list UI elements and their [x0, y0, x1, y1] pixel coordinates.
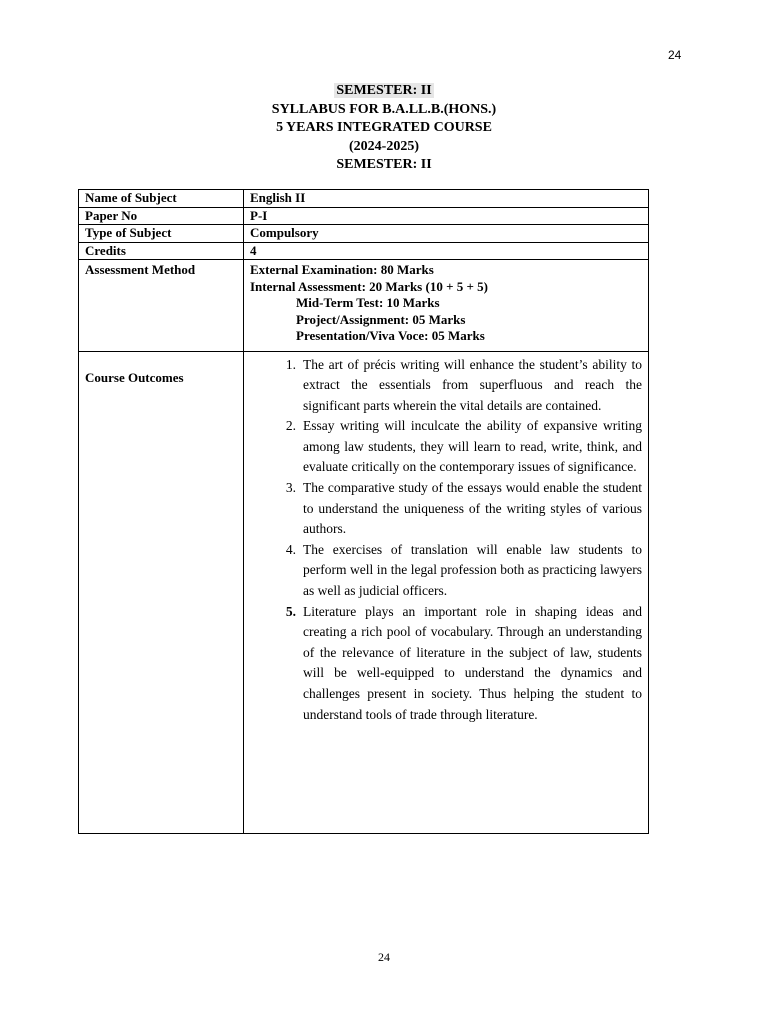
item-number: 3.: [285, 480, 296, 496]
assessment-label: Assessment Method: [79, 260, 244, 352]
row-value: P-I: [244, 207, 649, 225]
project-assignment: Project/Assignment: 05 Marks: [296, 311, 466, 327]
outcomes-list: [250, 355, 642, 726]
syllabus-table: [78, 189, 649, 834]
item-number: 5.: [285, 603, 296, 619]
list-item: [250, 540, 642, 602]
internal-assessment: Internal Assessment: 20 Marks (10 + 5 + 5): [250, 278, 488, 294]
midterm-test: Mid-Term Test: 10 Marks: [296, 295, 440, 310]
table-row: [79, 242, 649, 260]
assessment-row: [79, 260, 649, 352]
item-number: 4.: [285, 541, 296, 557]
item-number: 1.: [285, 356, 296, 372]
row-label: Credits: [79, 242, 244, 260]
external-exam: External Examination: 80 Marks: [250, 262, 434, 277]
list-item: [250, 478, 642, 540]
presentation-viva: Presentation/Viva Voce: 05 Marks: [296, 328, 485, 343]
item-text: Literature plays an important role in shaping ideas and creating a rich pool of vocabulary. Through an understanding of the relevance of literature in the subject of law, students will be well-equipped to understand the dynamics and challenges present in society. Thus helping the student to understand tools of trade through literature.: [303, 603, 642, 722]
item-text: The exercises of translation will enable law students to perform well in the legal profession both as practicing lawyers as well as judicial officers.: [303, 541, 642, 599]
row-value: English II: [244, 190, 649, 208]
outcomes-cell: [244, 351, 649, 833]
page-number-top: 24: [668, 48, 682, 62]
table-row: [79, 207, 649, 225]
item-number: 2.: [285, 418, 296, 434]
list-item: [250, 355, 642, 417]
syllabus-header: [0, 82, 768, 175]
row-label: Paper No: [79, 207, 244, 225]
academic-year: (2024-2025): [349, 138, 419, 154]
semester-heading-highlighted: SEMESTER: II: [336, 83, 432, 98]
table-row: [79, 225, 649, 243]
item-text: The art of précis writing will enhance the student’s ability to extract the essentials from superfluous and reach the significant parts wherein the vital details are contained.: [303, 356, 642, 413]
item-text: The comparative study of the essays would enable the student to understand the uniqueness of the writing styles of various authors.: [303, 480, 642, 537]
outcomes-row: [79, 351, 649, 833]
item-text: Essay writing will inculcate the ability of expansive writing among law students, they will learn to read, write, think, and evaluate critically on the contemporary issues of significance.: [303, 418, 642, 475]
row-label: Type of Subject: [79, 225, 244, 243]
list-item: [250, 602, 642, 726]
syllabus-title: SYLLABUS FOR B.A.LL.B.(HONS.): [271, 101, 497, 117]
course-title: 5 YEARS INTEGRATED COURSE: [276, 120, 492, 135]
list-item: [250, 416, 642, 478]
semester-heading: SEMESTER: II: [336, 157, 432, 172]
assessment-details: [244, 260, 649, 352]
row-value: 4: [244, 242, 649, 260]
table-row: [79, 190, 649, 208]
page-number-bottom: 24: [378, 950, 390, 964]
outcomes-label: Course Outcomes: [79, 351, 244, 833]
row-value: Compulsory: [244, 225, 649, 243]
row-label: Name of Subject: [79, 190, 244, 208]
